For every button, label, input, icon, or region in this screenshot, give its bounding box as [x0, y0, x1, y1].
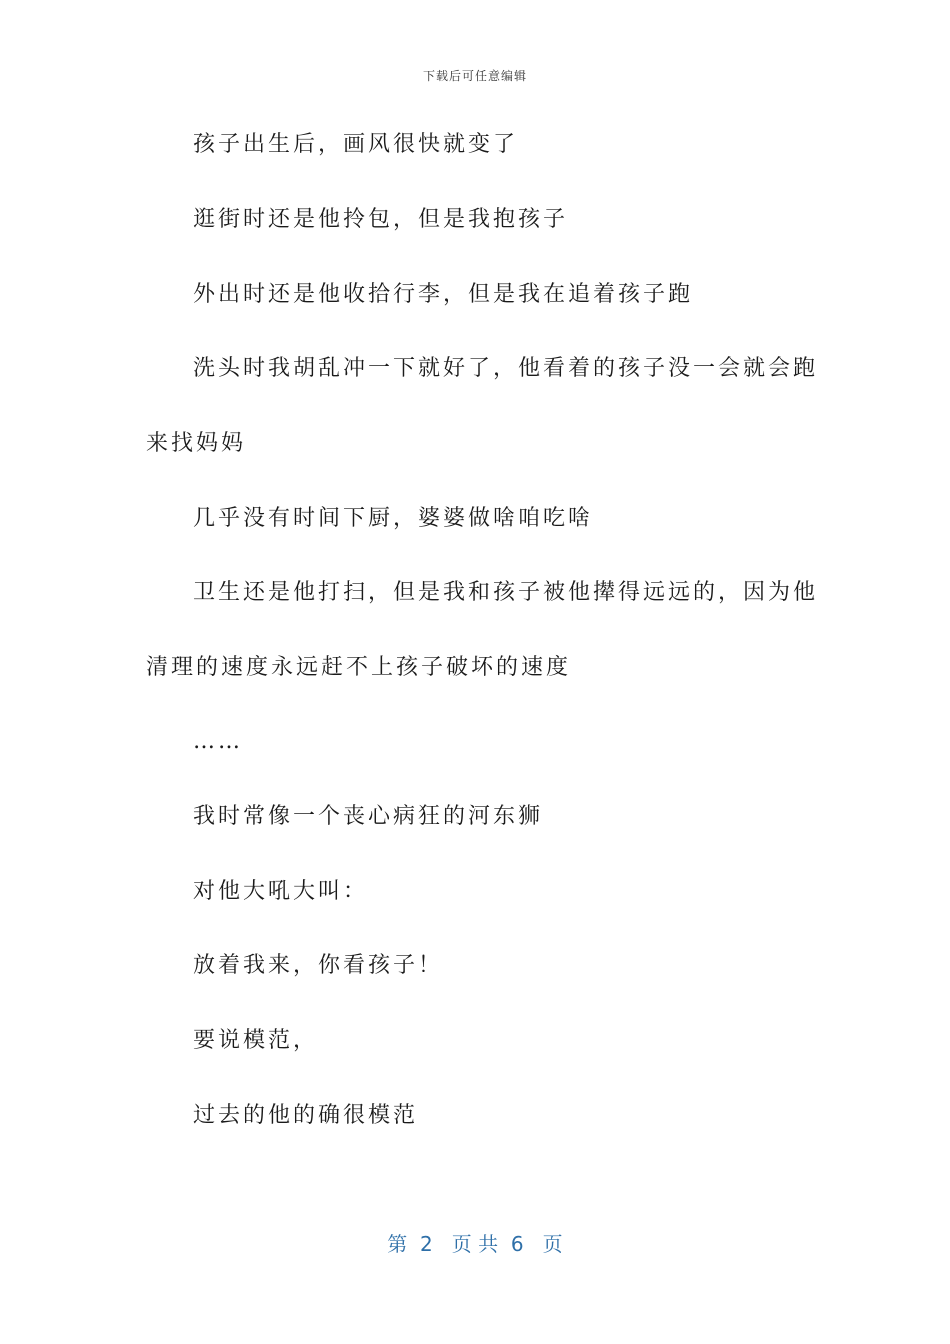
paragraph-line-continuation: 来找妈妈 — [146, 431, 247, 456]
header-note: 下载后可任意编辑 — [422, 69, 527, 83]
paragraph-line: 洗头时我胡乱冲一下就好了，他看着的孩子没一会就会跑 — [193, 356, 819, 381]
paragraph-line: 几乎没有时间下厨，婆婆做啥咱吃啥 — [193, 506, 594, 531]
paragraph-line: 对他大吼大叫： — [193, 879, 369, 904]
page-number-footer: 第 2 页 共 6 页 — [387, 1232, 563, 1256]
ellipsis-line: …… — [193, 729, 243, 754]
paragraph-line: 过去的他的确很模范 — [193, 1103, 419, 1128]
paragraph-line: 逛街时还是他拎包，但是我抱孩子 — [193, 207, 569, 232]
paragraph-line: 要说模范， — [193, 1028, 319, 1053]
paragraph-line: 卫生还是他打扫，但是我和孩子被他撵得远远的，因为他 — [193, 580, 819, 605]
paragraph-line-continuation: 清理的速度永远赶不上孩子破坏的速度 — [146, 655, 572, 680]
paragraph-line: 孩子出生后，画风很快就变了 — [193, 132, 519, 157]
paragraph-line: 放着我来，你看孩子！ — [193, 953, 444, 978]
paragraph-line: 我时常像一个丧心病狂的河东狮 — [193, 804, 544, 829]
paragraph-line: 外出时还是他收拾行李，但是我在追着孩子跑 — [193, 282, 694, 307]
